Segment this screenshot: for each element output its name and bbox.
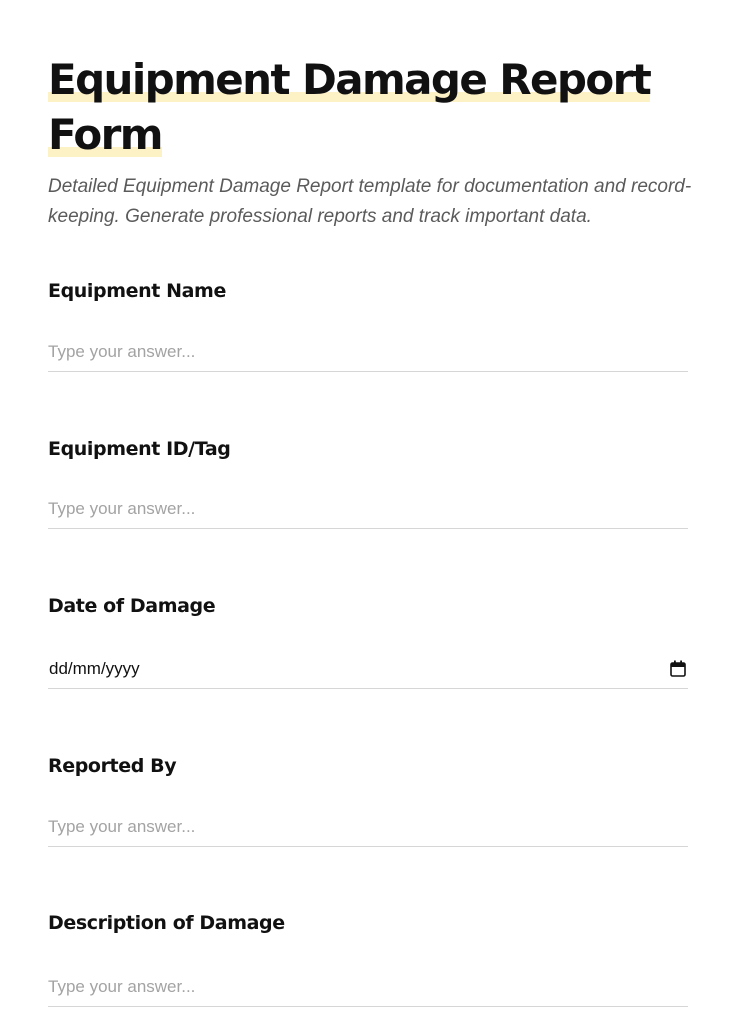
equipment-name-input[interactable] (48, 332, 688, 372)
field-label: Date of Damage (48, 595, 216, 617)
page-subtitle: Detailed Equipment Damage Report template for documentation and record-keeping. Generate professional reports and track important data. (48, 176, 692, 227)
field-label: Equipment ID/Tag (48, 438, 231, 460)
field-label: Equipment Name (48, 280, 226, 302)
date-placeholder: dd/mm/yyyy (49, 659, 140, 678)
calendar-icon[interactable] (670, 660, 686, 677)
field-date-of-damage (48, 593, 688, 678)
page-title-line-1: Equipment Damage Report (48, 55, 651, 104)
field-label: Description of Damage (48, 912, 285, 934)
page-title (48, 52, 688, 162)
field-description-of-damage (48, 910, 688, 936)
field-label: Reported By (48, 755, 177, 777)
description-of-damage-input[interactable] (48, 967, 688, 1007)
field-reported-by (48, 753, 688, 779)
field-equipment-name (48, 278, 688, 304)
field-equipment-id (48, 436, 688, 462)
equipment-id-input[interactable] (48, 489, 688, 529)
date-of-damage-input[interactable] (48, 649, 688, 689)
reported-by-input[interactable] (48, 807, 688, 847)
page-title-line-2: Form (48, 110, 162, 159)
